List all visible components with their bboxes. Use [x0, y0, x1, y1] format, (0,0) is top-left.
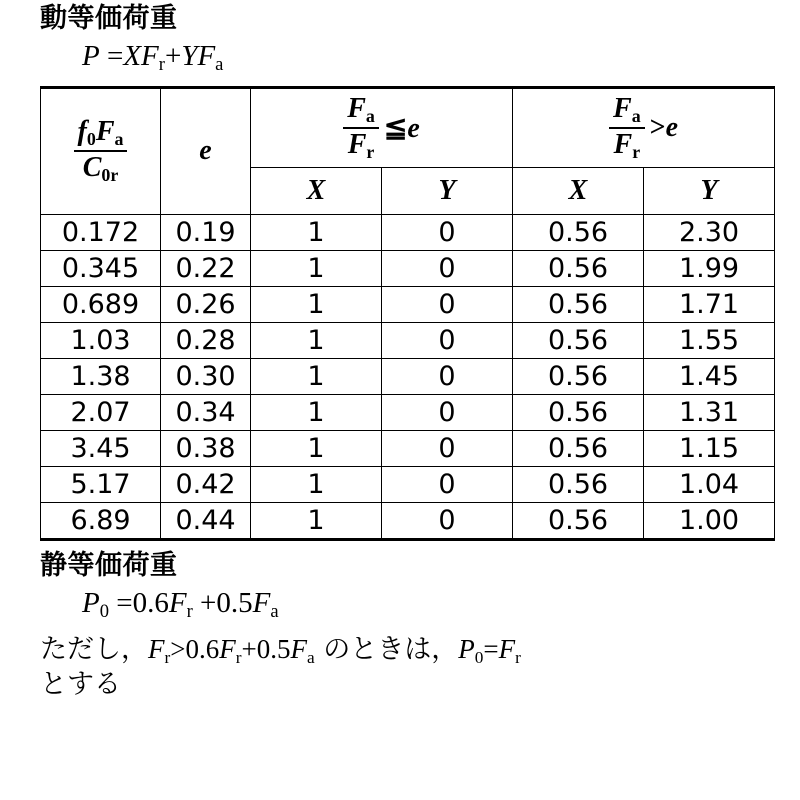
note-lead: ただし， — [40, 633, 148, 665]
cell-x-le: 1 — [251, 502, 382, 539]
cell-x-gt: 0.56 — [513, 250, 644, 286]
note-coef2: 0.5 — [256, 633, 291, 664]
header-Fa-over-Fr-le-e — [251, 87, 513, 167]
cell-f0Fa: 6.89 — [41, 502, 161, 539]
header-F: F — [95, 116, 115, 148]
formula-Fr-F: F — [141, 39, 159, 72]
cell-y-gt: 1.99 — [644, 250, 775, 286]
cell-f0Fa: 2.07 — [41, 394, 161, 430]
cell-x-le: 1 — [251, 250, 382, 286]
header-gt-den-sub: r — [632, 141, 641, 162]
note-plus: + — [241, 633, 257, 664]
cell-y-le: 0 — [382, 502, 513, 539]
formula-X: X — [123, 39, 142, 72]
cell-f0Fa: 1.03 — [41, 322, 161, 358]
header-le-e: e — [407, 112, 420, 144]
note-F2-sub: a — [306, 647, 315, 667]
header-le-den-F: F — [347, 128, 367, 160]
formula-plus: + — [164, 39, 182, 72]
header-f-sub: 0 — [86, 129, 96, 150]
note-Fr: F — [148, 633, 165, 664]
cell-x-gt: 0.56 — [513, 322, 644, 358]
cell-y-gt: 1.15 — [644, 430, 775, 466]
header-C-sub: 0r — [101, 165, 119, 186]
note-F2: F — [290, 633, 307, 664]
header-le-num-F: F — [347, 92, 366, 124]
note-F1: F — [219, 633, 236, 664]
header-X-le: X — [251, 167, 382, 214]
cell-y-le: 0 — [382, 430, 513, 466]
formula-P: P — [82, 39, 100, 72]
cell-x-gt: 0.56 — [513, 394, 644, 430]
note-Fr2-sub: r — [515, 647, 521, 667]
cell-f0Fa: 3.45 — [41, 430, 161, 466]
cell-x-le: 1 — [251, 430, 382, 466]
cell-e: 0.44 — [161, 502, 251, 539]
formula-Y: Y — [181, 39, 198, 72]
dynamic-equivalent-load-heading: 動等価荷重 — [40, 3, 178, 34]
cell-f0Fa: 1.38 — [41, 358, 161, 394]
header-C: C — [82, 152, 102, 184]
cell-y-le: 0 — [382, 358, 513, 394]
cell-x-gt: 0.56 — [513, 430, 644, 466]
formula-Fr-sub: r — [158, 53, 165, 75]
header-le-num-sub: a — [365, 105, 375, 126]
header-f0Fa-over-C0r — [41, 87, 161, 214]
cell-y-gt: 1.55 — [644, 322, 775, 358]
static-load-formula — [40, 587, 774, 623]
cell-y-le: 0 — [382, 250, 513, 286]
note-P0: P — [458, 633, 475, 664]
cell-e: 0.19 — [161, 214, 251, 250]
header-X-gt: X — [513, 167, 644, 214]
header-Y-gt: Y — [644, 167, 775, 214]
cell-y-gt: 1.31 — [644, 394, 775, 430]
cell-x-gt: 0.56 — [513, 358, 644, 394]
cell-f0Fa: 0.345 — [41, 250, 161, 286]
static-load-note-2: とする — [40, 669, 121, 701]
note-F1-sub: r — [235, 647, 242, 667]
cell-e: 0.34 — [161, 394, 251, 430]
cell-x-le: 1 — [251, 214, 382, 250]
header-F-sub: a — [114, 129, 124, 150]
dynamic-load-formula — [40, 40, 774, 76]
cell-x-gt: 0.56 — [513, 214, 644, 250]
cell-x-le: 1 — [251, 394, 382, 430]
note-equals: = — [483, 633, 499, 664]
cell-e: 0.42 — [161, 466, 251, 502]
note-Fr-sub: r — [164, 647, 171, 667]
note-P0-sub: 0 — [474, 647, 484, 667]
header-gt-den-F: F — [613, 128, 633, 160]
cell-y-le: 0 — [382, 322, 513, 358]
formula-Fa-F: F — [197, 39, 216, 72]
header-e — [161, 87, 251, 214]
cell-y-gt: 2.30 — [644, 214, 775, 250]
static-P-sub: 0 — [99, 600, 109, 622]
header-Fa-over-Fr-gt-e — [513, 87, 775, 167]
header-f: f — [77, 116, 87, 148]
cell-e: 0.30 — [161, 358, 251, 394]
cell-e: 0.26 — [161, 286, 251, 322]
cell-x-le: 1 — [251, 286, 382, 322]
static-plus: + — [200, 586, 217, 619]
cell-x-le: 1 — [251, 466, 382, 502]
cell-y-gt: 1.00 — [644, 502, 775, 539]
cell-f0Fa: 0.172 — [41, 214, 161, 250]
cell-y-gt: 1.71 — [644, 286, 775, 322]
static-equals: = — [116, 586, 133, 619]
equivalent-load-factor-table — [40, 86, 775, 541]
formula-equals: = — [106, 39, 124, 72]
static-equivalent-load-heading: 静等価荷重 — [40, 549, 178, 581]
cell-e: 0.22 — [161, 250, 251, 286]
static-F1-sub: r — [186, 600, 193, 622]
static-load-note — [40, 633, 774, 668]
cell-e: 0.28 — [161, 322, 251, 358]
table-row — [41, 214, 775, 250]
note-middle: のときは， — [323, 633, 459, 665]
header-gt-e: e — [665, 111, 679, 143]
table-row — [41, 394, 775, 430]
table-header-row-1 — [41, 87, 775, 167]
header-gt-num-F: F — [613, 92, 632, 124]
table-row — [41, 322, 775, 358]
static-F2-sub: a — [270, 600, 279, 622]
cell-y-gt: 1.04 — [644, 466, 775, 502]
header-gt-num-sub: a — [631, 105, 641, 126]
cell-y-le: 0 — [382, 286, 513, 322]
static-F1: F — [168, 586, 187, 619]
table-row — [41, 502, 775, 539]
cell-y-le: 0 — [382, 466, 513, 502]
formula-Fa-sub: a — [215, 53, 224, 75]
cell-y-le: 0 — [382, 214, 513, 250]
table-row — [41, 286, 775, 322]
table-row — [41, 358, 775, 394]
note-gt: > — [170, 633, 186, 664]
cell-x-gt: 0.56 — [513, 286, 644, 322]
cell-f0Fa: 0.689 — [41, 286, 161, 322]
table-row — [41, 466, 775, 502]
table-row — [41, 250, 775, 286]
static-F2: F — [252, 586, 271, 619]
cell-y-le: 0 — [382, 394, 513, 430]
header-gt-operator: > — [649, 111, 666, 143]
cell-x-le: 1 — [251, 358, 382, 394]
cell-f0Fa: 5.17 — [41, 466, 161, 502]
header-le-operator: ≦ — [383, 112, 408, 144]
header-Y-le: Y — [382, 167, 513, 214]
header-e-label: e — [199, 135, 212, 167]
note-coef1: 0.6 — [185, 633, 220, 664]
cell-x-le: 1 — [251, 322, 382, 358]
header-le-den-sub: r — [366, 141, 375, 162]
table-row — [41, 430, 775, 466]
static-coef1: 0.6 — [132, 586, 169, 619]
note-Fr2: F — [498, 633, 516, 664]
cell-x-gt: 0.56 — [513, 502, 644, 539]
static-P: P — [82, 586, 100, 619]
static-coef2: 0.5 — [216, 586, 253, 619]
cell-y-gt: 1.45 — [644, 358, 775, 394]
cell-e: 0.38 — [161, 430, 251, 466]
cell-x-gt: 0.56 — [513, 466, 644, 502]
